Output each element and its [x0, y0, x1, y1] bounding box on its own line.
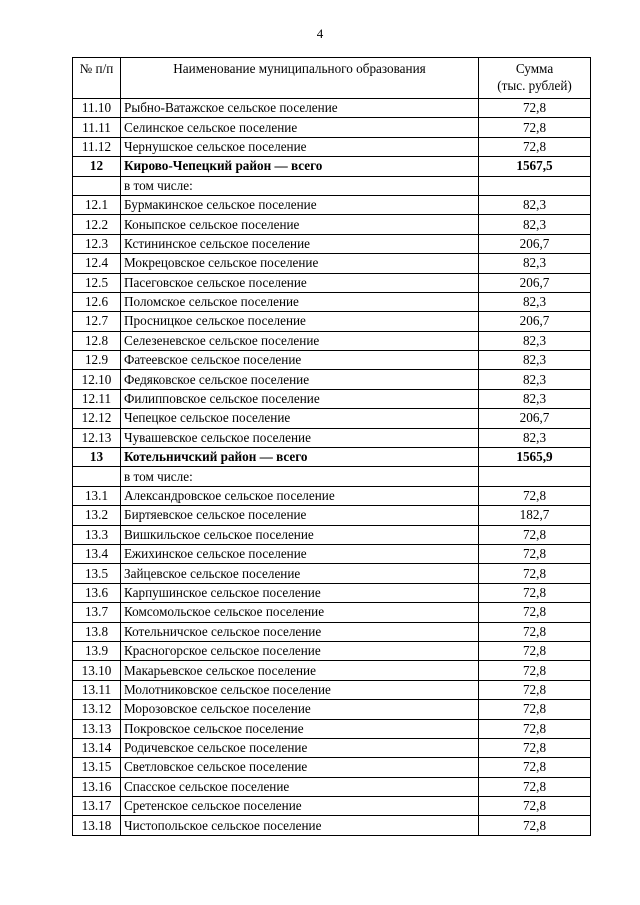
row-name: Селезеневское сельское поселение: [121, 331, 479, 350]
row-sum: 82,3: [479, 428, 591, 447]
row-name: Сретенское сельское поселение: [121, 797, 479, 816]
row-number: 11.11: [73, 118, 121, 137]
row-sum: 206,7: [479, 312, 591, 331]
table-row: [73, 797, 591, 816]
row-number: 13.18: [73, 816, 121, 835]
row-number: 13.8: [73, 622, 121, 641]
row-sum: 72,8: [479, 603, 591, 622]
table-row: [73, 195, 591, 214]
row-name: Биртяевское сельское поселение: [121, 506, 479, 525]
row-number: 12.3: [73, 234, 121, 253]
header-number: № п/п: [73, 58, 121, 99]
row-name: Пасеговское сельское поселение: [121, 273, 479, 292]
row-sum: 82,3: [479, 331, 591, 350]
row-sum: 82,3: [479, 254, 591, 273]
row-number: 11.10: [73, 99, 121, 118]
row-number: 13.5: [73, 564, 121, 583]
row-name: Родичевское сельское поселение: [121, 738, 479, 757]
table-row: [73, 622, 591, 641]
row-number: 12.5: [73, 273, 121, 292]
row-name: Просницкое сельское поселение: [121, 312, 479, 331]
table-row: [73, 583, 591, 602]
row-sum: 72,8: [479, 738, 591, 757]
row-sum: [479, 467, 591, 486]
row-sum: [479, 176, 591, 195]
table-header: [73, 58, 591, 99]
row-sum: 72,8: [479, 118, 591, 137]
row-name: Коныпское сельское поселение: [121, 215, 479, 234]
table-row: [73, 176, 591, 195]
table-row: [73, 758, 591, 777]
row-name: Покровское сельское поселение: [121, 719, 479, 738]
row-name: Макарьевское сельское поселение: [121, 661, 479, 680]
row-sum: 72,8: [479, 797, 591, 816]
table-row: [73, 603, 591, 622]
row-number: 11.12: [73, 137, 121, 156]
row-number: 13.7: [73, 603, 121, 622]
header-name: Наименование муниципального образования: [121, 58, 479, 99]
row-number: 12: [73, 157, 121, 176]
row-name: Вишкильское сельское поселение: [121, 525, 479, 544]
row-number: 12.12: [73, 409, 121, 428]
row-number: 12.11: [73, 389, 121, 408]
row-sum: 206,7: [479, 409, 591, 428]
table-row: [73, 777, 591, 796]
table-row-total: [73, 448, 591, 467]
row-number: 12.6: [73, 292, 121, 311]
table-row: [73, 564, 591, 583]
table-row: [73, 486, 591, 505]
table-row: [73, 331, 591, 350]
row-name: Селинское сельское поселение: [121, 118, 479, 137]
row-number: 13.14: [73, 738, 121, 757]
row-name: Зайцевское сельское поселение: [121, 564, 479, 583]
row-number: 13.15: [73, 758, 121, 777]
table-row: [73, 351, 591, 370]
row-sum: 72,8: [479, 758, 591, 777]
table-row: [73, 370, 591, 389]
row-number: 12.13: [73, 428, 121, 447]
row-sum: 82,3: [479, 389, 591, 408]
row-number: 12.4: [73, 254, 121, 273]
row-number: [73, 176, 121, 195]
row-number: 13.6: [73, 583, 121, 602]
row-name: в том числе:: [121, 176, 479, 195]
table-row: [73, 544, 591, 563]
row-name: Комсомольское сельское поселение: [121, 603, 479, 622]
table-row: [73, 738, 591, 757]
row-name: Котельничское сельское поселение: [121, 622, 479, 641]
row-sum: 72,8: [479, 544, 591, 563]
table-row: [73, 506, 591, 525]
table-row: [73, 215, 591, 234]
row-sum: 182,7: [479, 506, 591, 525]
table-row-total: [73, 157, 591, 176]
table-row: [73, 467, 591, 486]
row-name: Рыбно-Ватажское сельское поселение: [121, 99, 479, 118]
row-number: 12.8: [73, 331, 121, 350]
row-name: Александровское сельское поселение: [121, 486, 479, 505]
row-name: Чепецкое сельское поселение: [121, 409, 479, 428]
row-number: 13.16: [73, 777, 121, 796]
row-number: 13.12: [73, 700, 121, 719]
row-sum: 82,3: [479, 292, 591, 311]
row-sum: 72,8: [479, 700, 591, 719]
row-name: Федяковское сельское поселение: [121, 370, 479, 389]
row-number: 13.3: [73, 525, 121, 544]
table-row: [73, 719, 591, 738]
row-sum: 72,8: [479, 719, 591, 738]
table-row: [73, 292, 591, 311]
row-number: 13.2: [73, 506, 121, 525]
row-name: Чернушское сельское поселение: [121, 137, 479, 156]
table-row: [73, 700, 591, 719]
row-sum: 72,8: [479, 99, 591, 118]
row-sum: 72,8: [479, 661, 591, 680]
table-row: [73, 254, 591, 273]
table-row: [73, 428, 591, 447]
row-sum: 82,3: [479, 195, 591, 214]
row-number: 13.10: [73, 661, 121, 680]
table-row: [73, 409, 591, 428]
table-body: [73, 99, 591, 836]
row-name: Кирово-Чепецкий район — всего: [121, 157, 479, 176]
table-row: [73, 312, 591, 331]
page-number: 4: [316, 26, 324, 41]
row-sum: 72,8: [479, 564, 591, 583]
row-number: 13.17: [73, 797, 121, 816]
row-name: Филипповское сельское поселение: [121, 389, 479, 408]
row-sum: 72,8: [479, 525, 591, 544]
row-name: Спасское сельское поселение: [121, 777, 479, 796]
row-sum: 72,8: [479, 137, 591, 156]
row-number: 13.1: [73, 486, 121, 505]
row-number: 13: [73, 448, 121, 467]
header-sum-line1: Сумма: [515, 61, 554, 76]
header-sum-line2: (тыс. рублей): [497, 78, 572, 93]
row-number: 12.1: [73, 195, 121, 214]
row-name: Кстининское сельское поселение: [121, 234, 479, 253]
row-number: [73, 467, 121, 486]
table-row: [73, 680, 591, 699]
row-sum: 206,7: [479, 234, 591, 253]
row-name: Молотниковское сельское поселение: [121, 680, 479, 699]
table-row: [73, 273, 591, 292]
budget-table: [72, 57, 591, 836]
table-row: [73, 661, 591, 680]
row-number: 12.2: [73, 215, 121, 234]
table-row: [73, 234, 591, 253]
row-sum: 72,8: [479, 622, 591, 641]
row-sum: 1565,9: [479, 448, 591, 467]
row-sum: 1567,5: [479, 157, 591, 176]
row-sum: 72,8: [479, 583, 591, 602]
row-name: Котельничский район — всего: [121, 448, 479, 467]
table-row: [73, 389, 591, 408]
row-name: Красногорское сельское поселение: [121, 641, 479, 660]
row-sum: 206,7: [479, 273, 591, 292]
row-name: Фатеевское сельское поселение: [121, 351, 479, 370]
row-name: Чувашевское сельское поселение: [121, 428, 479, 447]
table-row: [73, 816, 591, 835]
row-sum: 72,8: [479, 680, 591, 699]
row-sum: 82,3: [479, 351, 591, 370]
row-number: 12.7: [73, 312, 121, 331]
row-sum: 72,8: [479, 777, 591, 796]
table-row: [73, 118, 591, 137]
row-sum: 82,3: [479, 215, 591, 234]
row-number: 12.9: [73, 351, 121, 370]
row-sum: 72,8: [479, 816, 591, 835]
row-number: 13.11: [73, 680, 121, 699]
table-row: [73, 525, 591, 544]
row-name: Поломское сельское поселение: [121, 292, 479, 311]
row-name: Морозовское сельское поселение: [121, 700, 479, 719]
row-number: 13.4: [73, 544, 121, 563]
row-sum: 72,8: [479, 641, 591, 660]
row-sum: 82,3: [479, 370, 591, 389]
table-row: [73, 641, 591, 660]
row-number: 12.10: [73, 370, 121, 389]
row-name: Мокрецовское сельское поселение: [121, 254, 479, 273]
row-name: Светловское сельское поселение: [121, 758, 479, 777]
table-row: [73, 137, 591, 156]
row-name: Чистопольское сельское поселение: [121, 816, 479, 835]
row-name: Ежихинское сельское поселение: [121, 544, 479, 563]
row-name: Бурмакинское сельское поселение: [121, 195, 479, 214]
header-sum: [479, 58, 591, 99]
table-row: [73, 99, 591, 118]
row-sum: 72,8: [479, 486, 591, 505]
row-number: 13.9: [73, 641, 121, 660]
row-number: 13.13: [73, 719, 121, 738]
row-name: Карпушинское сельское поселение: [121, 583, 479, 602]
row-name: в том числе:: [121, 467, 479, 486]
